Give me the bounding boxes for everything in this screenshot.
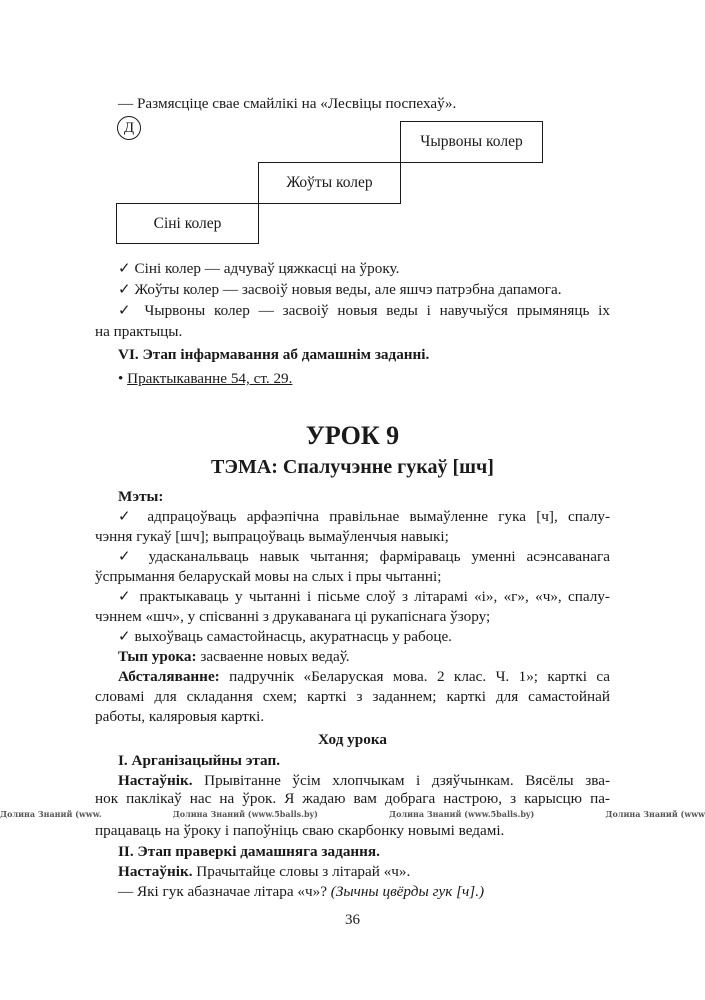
stage2-text: Прачытайце словы з літарай «ч».: [192, 863, 411, 880]
goal-line: ✓ выхоўваць самастойнасць, акуратнасць у рабоце.: [118, 628, 452, 645]
equipment-line: словамі для складання схем; карткі з заданнем; карткі для самастойнай: [95, 688, 610, 705]
ladder-step-yellow: Жоўты колер: [258, 162, 401, 204]
goal-line: ✓ удасканальваць навык чытання; фарміраваць уменні асэнсаванага: [118, 548, 610, 565]
check-line: на практыцы.: [95, 323, 183, 340]
stage1-line: нок паклікаў нас на ўрок. Я жадаю вам добрага настрою, з карысцю па-: [95, 790, 610, 807]
goal-line: ўспрымання беларускай мовы на слых і пры чытанні;: [95, 568, 442, 585]
equipment-line: работы, каляровыя карткі.: [95, 708, 265, 725]
homework-link: Практыкаванне 54, ст. 29.: [127, 370, 293, 387]
lesson-type: [118, 647, 350, 667]
stage2-line: [118, 862, 410, 882]
circle-letter-icon: Д: [117, 116, 141, 140]
homework-item: [118, 369, 292, 389]
equipment-text: падручнік «Беларуская мова. 2 клас. Ч. 1»; карткі са: [219, 668, 610, 685]
ladder-step-blue: Сіні колер: [116, 203, 259, 244]
lesson-type-label: Тып урока:: [118, 648, 197, 665]
goals-label: Мэты:: [118, 488, 164, 505]
goal-line: чэння гукаў [шч]; выпрацоўваць вымаўленчыя навыкі;: [95, 528, 449, 545]
lesson-topic: ТЭМА: Спалучэнне гукаў [шч]: [211, 456, 494, 478]
check-line: ✓ Чырвоны колер — засвоіў новыя веды і навучыўся прымяняць іх: [118, 302, 610, 319]
answer-text: (Зычны цвёрды гук [ч].): [330, 883, 485, 900]
course-heading: Ход урока: [318, 731, 387, 748]
check-line: ✓ Жоўты колер — засвоіў новыя веды, але яшчэ патрэбна дапамога.: [118, 281, 562, 298]
stage6-heading: VI. Этап інфармавання аб дамашнім заданні.: [118, 346, 430, 363]
watermark-right: Долина Знаний (www: [605, 809, 705, 819]
ladder-step-red: Чырвоны колер: [400, 121, 543, 163]
question-text: — Які гук абазначае літара «ч»?: [118, 883, 331, 900]
stage1-heading: I. Арганізацыйны этап.: [118, 752, 280, 769]
intro-line: — Размясціце свае смайлікі на «Лесвіцы поспехаў».: [118, 95, 457, 112]
bullet: •: [118, 370, 124, 387]
lesson-title: УРОК 9: [305, 421, 400, 450]
check-line: ✓ Сіні колер — адчуваў цяжкасці на ўроку.: [118, 260, 400, 277]
watermark-left: Долина Знаний (www.: [0, 809, 102, 819]
goal-line: ✓ адпрацоўваць арфаэпічна правільнае вымаўленне гука [ч], спалу-: [118, 508, 610, 525]
teacher-label: Настаўнік.: [118, 772, 193, 789]
teacher-label: Настаўнік.: [118, 863, 193, 880]
watermark-middle-2: Долина Знаний (www.5balls.by): [389, 809, 535, 819]
lesson-type-value: засваенне новых ведаў.: [196, 648, 350, 665]
stage1-line: [118, 771, 610, 791]
page-number: 36: [345, 912, 360, 928]
watermark-middle: Долина Знаний (www.5balls.by): [172, 809, 318, 819]
question-line: [118, 882, 484, 902]
stage2-heading: II. Этап праверкі дамашняга задання.: [118, 843, 380, 860]
stage1-line: працаваць на ўроку і папоўніць сваю скарбонку новымі ведамі.: [95, 822, 505, 839]
stage1-text: Прывітанне ўсім хлопчыкам і дзяўчынкам. Вясёлы зва-: [192, 772, 610, 789]
equipment-label: Абсталяванне:: [118, 668, 220, 685]
watermark-strip: [0, 808, 705, 820]
equipment-line: [118, 667, 610, 687]
goal-line: чэннем «шч», у спісванні з друкаванага ці рукапіснага ўзору;: [95, 608, 491, 625]
goal-line: ✓ практыкаваць у чытанні і пісьме слоў з літарамі «і», «г», «ч», спалу-: [118, 588, 610, 605]
